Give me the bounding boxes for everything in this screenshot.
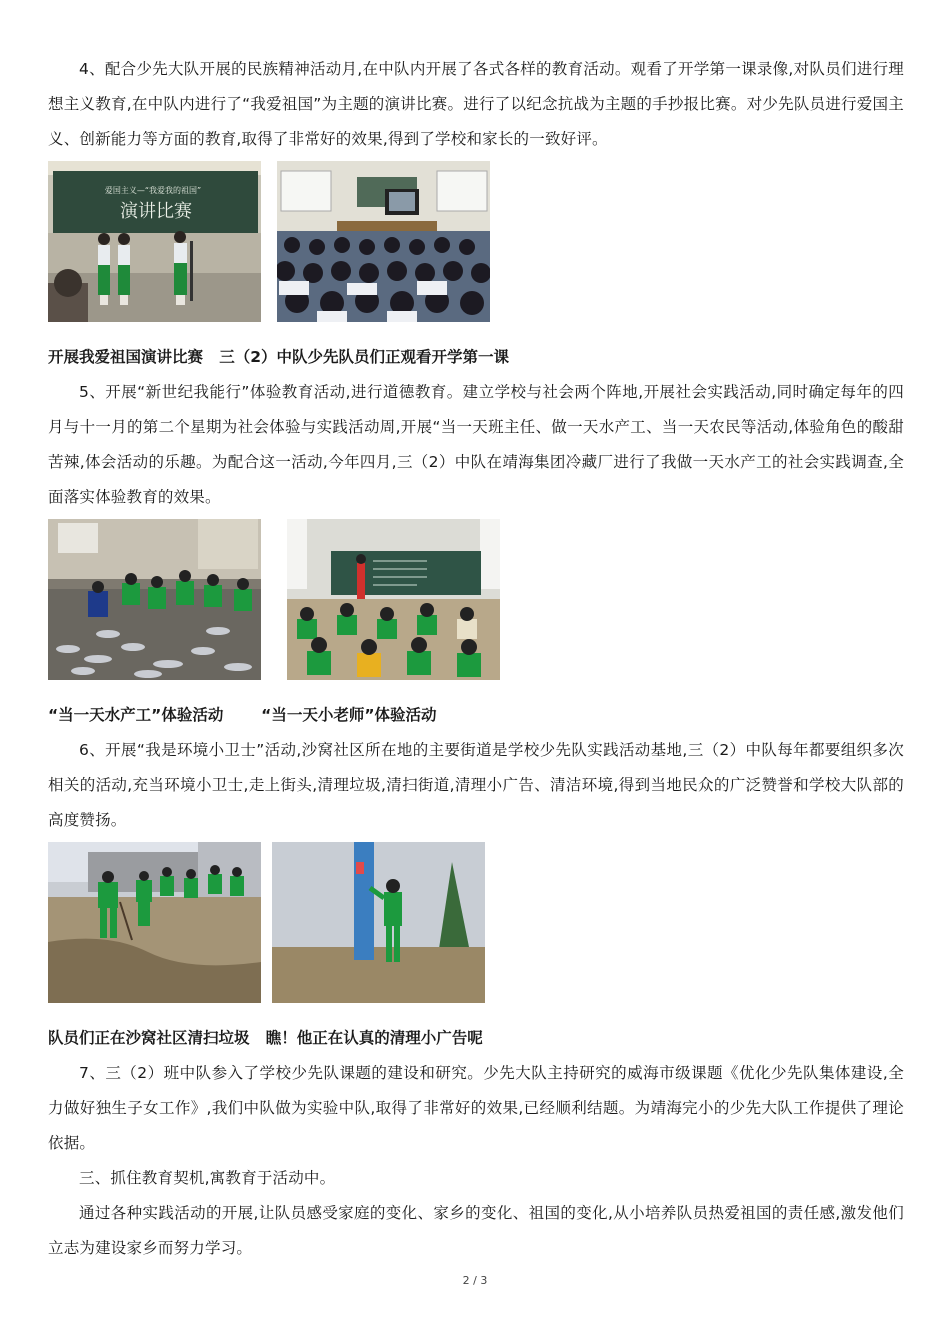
photo-row-3 [48, 842, 904, 1004]
photo-row-2 [48, 519, 904, 681]
board-title: 演讲比赛 [120, 201, 192, 222]
caption-row-2: “当一天水产工”体验活动 “当一天小老师”体验活动 [48, 706, 437, 724]
caption-row-3: 队员们正在沙窝社区清扫垃圾 瞧！他正在认真的清理小广告呢 [48, 1029, 483, 1047]
photo-fish-processing [48, 519, 261, 680]
board-subtitle: 爱国主义—“我爱我的祖国” [104, 186, 202, 195]
photo-little-teacher [287, 519, 500, 680]
photo-street-cleaning [48, 842, 261, 1003]
photo-watching-first-lesson [277, 161, 490, 322]
paragraph-5: 5、开展“新世纪我能行”体验教育活动,进行道德教育。建立学校与社会两个阵地,开展社会实践活动,同时确定每年的四月与十一月的第二个星期为社会体验与实践活动周,开展“当一天班主任、做一天水产工、当一天农民等活动,体验角色的酸甜苦辣,体会活动的乐趣。为配合这一活动,今年四月,三（2）中队在靖海集团冷藏厂进行了我做一天水产工的社会实践调查,全面落实体验教育的效果。 [48, 383, 904, 506]
section-heading-3: 三、抓住教育契机,寓教育于活动中。 [79, 1169, 336, 1187]
photo-row-1 [48, 161, 904, 323]
paragraph-4: 4、配合少先大队开展的民族精神活动月,在中队内开展了各式各样的教育活动。观看了开学第一课录像,对队员们进行理想主义教育,在中队内进行了“我爱祖国”为主题的演讲比赛。进行了以纪念抗战为主题的手抄报比赛。对少先队员进行爱国主义、创新能力等方面的教育,取得了非常好的效果,得到了学校和家长的一致好评。 [48, 60, 904, 148]
paragraph-6: 6、开展“我是环境小卫士”活动,沙窝社区所在地的主要街道是学校少先队实践活动基地,三（2）中队每年都要组织多次相关的活动,充当环境小卫士,走上街头,清理垃圾,清扫街道,清理小广告、清洁环境,得到当地民众的广泛赞誉和学校大队部的高度赞扬。 [48, 741, 904, 829]
paragraph-7: 7、三（2）班中队参入了学校少先队课题的建设和研究。少先大队主持研究的威海市级课题《优化少先队集体建设,全力做好独生子女工作》,我们中队做为实验中队,取得了非常好的效果,已经顺利结题。为靖海完小的少先大队工作提供了理论依据。 [48, 1064, 904, 1152]
photo-removing-flyers [272, 842, 485, 1003]
document-page [48, 52, 904, 1266]
caption-row-1: 开展我爱祖国演讲比赛 三（2）中队少先队员们正观看开学第一课 [48, 348, 509, 366]
paragraph-9: 通过各种实践活动的开展,让队员感受家庭的变化、家乡的变化、祖国的变化,从小培养队员热爱祖国的责任感,激发他们立志为建设家乡而努力学习。 [48, 1204, 904, 1257]
photo-speech-contest [48, 161, 261, 322]
page-number: 2 / 3 [462, 1274, 488, 1287]
